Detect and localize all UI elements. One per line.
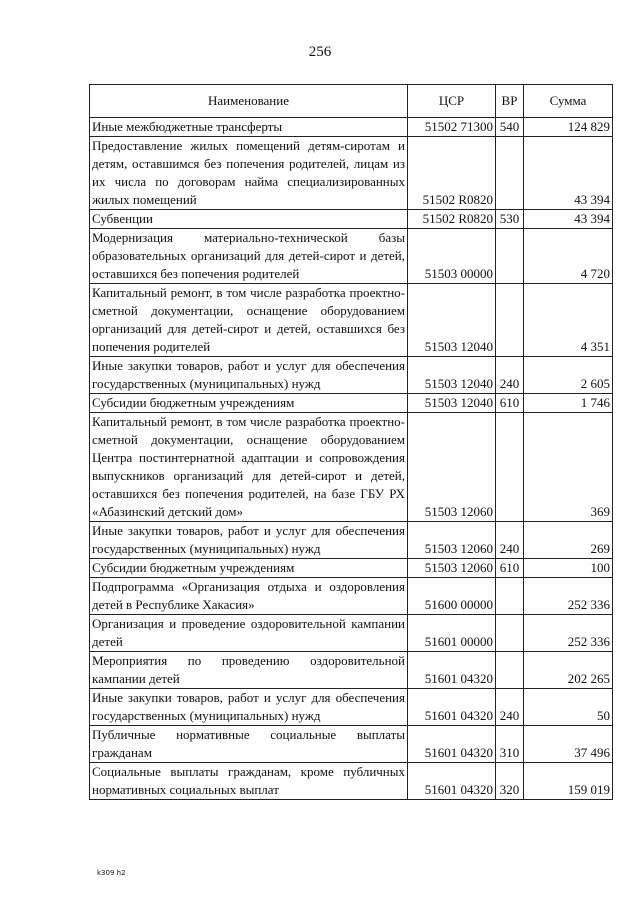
row-csr-cell: 51503 12060 — [408, 522, 496, 559]
row-csr-cell: 51503 12040 — [408, 357, 496, 394]
row-vr-cell — [496, 615, 524, 652]
row-sum-cell: 159 019 — [524, 763, 613, 800]
row-csr-cell: 51502 71300 — [408, 118, 496, 137]
row-vr-cell: 320 — [496, 763, 524, 800]
row-name-cell: Организация и проведение оздоровительной кампании детей — [90, 615, 408, 652]
row-name-cell: Публичные нормативные социальные выплаты гражданам — [90, 726, 408, 763]
row-sum-cell: 4 351 — [524, 284, 613, 357]
row-csr-cell: 51502 R0820 — [408, 137, 496, 210]
page-number: 256 — [308, 44, 332, 60]
row-vr-cell — [496, 229, 524, 284]
row-vr-cell: 610 — [496, 559, 524, 578]
table-row — [90, 615, 613, 652]
budget-table — [89, 84, 613, 800]
row-sum-cell: 269 — [524, 522, 613, 559]
row-sum-cell: 369 — [524, 413, 613, 522]
row-csr-cell: 51601 00000 — [408, 615, 496, 652]
row-sum-cell: 252 336 — [524, 615, 613, 652]
row-csr-cell: 51503 12060 — [408, 559, 496, 578]
row-csr-cell: 51503 00000 — [408, 229, 496, 284]
table-row — [90, 413, 613, 522]
row-sum-cell: 1 746 — [524, 394, 613, 413]
table-row — [90, 726, 613, 763]
table-row — [90, 357, 613, 394]
header-sum: Сумма — [524, 85, 613, 118]
row-name-cell: Социальные выплаты гражданам, кроме публичных нормативных социальных выплат — [90, 763, 408, 800]
header-vr: ВР — [496, 85, 524, 118]
table-row — [90, 118, 613, 137]
table-row — [90, 763, 613, 800]
row-name-cell: Предоставление жилых помещений детям-сиротам и детям, оставшимся без попечения родителей, лицам из их числа по договорам найма специализированных жилых помещений — [90, 137, 408, 210]
row-csr-cell: 51601 04320 — [408, 726, 496, 763]
row-name-cell: Субсидии бюджетным учреждениям — [90, 559, 408, 578]
table-row — [90, 284, 613, 357]
row-csr-cell: 51503 12040 — [408, 284, 496, 357]
row-sum-cell: 124 829 — [524, 118, 613, 137]
row-sum-cell: 43 394 — [524, 137, 613, 210]
row-vr-cell: 530 — [496, 210, 524, 229]
row-sum-cell: 43 394 — [524, 210, 613, 229]
table-row — [90, 137, 613, 210]
row-name-cell: Иные закупки товаров, работ и услуг для обеспечения государственных (муниципальных) нужд — [90, 522, 408, 559]
table-row — [90, 394, 613, 413]
row-csr-cell: 51601 04320 — [408, 689, 496, 726]
row-sum-cell: 4 720 — [524, 229, 613, 284]
row-name-cell: Иные закупки товаров, работ и услуг для обеспечения государственных (муниципальных) нужд — [90, 689, 408, 726]
row-csr-cell: 51502 R0820 — [408, 210, 496, 229]
row-sum-cell: 100 — [524, 559, 613, 578]
footer-code: k309 h2 — [97, 869, 126, 877]
row-sum-cell: 37 496 — [524, 726, 613, 763]
row-name-cell: Иные межбюджетные трансферты — [90, 118, 408, 137]
table-row — [90, 210, 613, 229]
row-name-cell: Капитальный ремонт, в том числе разработка проектно-сметной документации, оснащение оборудованием Центра постинтернатной адаптации и сопровождения выпускников организаций для детей-сирот и детей, оставшихся без попечения родителей, на базе ГБУ РХ «Абазинский детский дом» — [90, 413, 408, 522]
row-sum-cell: 50 — [524, 689, 613, 726]
row-name-cell: Иные закупки товаров, работ и услуг для обеспечения государственных (муниципальных) нужд — [90, 357, 408, 394]
row-name-cell: Подпрограмма «Организация отдыха и оздоровления детей в Республике Хакасия» — [90, 578, 408, 615]
table-header-row — [90, 85, 613, 118]
row-sum-cell: 2 605 — [524, 357, 613, 394]
table-row — [90, 522, 613, 559]
row-csr-cell: 51600 00000 — [408, 578, 496, 615]
row-vr-cell — [496, 652, 524, 689]
row-csr-cell: 51601 04320 — [408, 652, 496, 689]
row-name-cell: Субсидии бюджетным учреждениям — [90, 394, 408, 413]
row-vr-cell: 240 — [496, 357, 524, 394]
row-sum-cell: 252 336 — [524, 578, 613, 615]
row-vr-cell: 240 — [496, 689, 524, 726]
header-csr: ЦСР — [408, 85, 496, 118]
row-vr-cell: 240 — [496, 522, 524, 559]
table-row — [90, 578, 613, 615]
row-vr-cell — [496, 578, 524, 615]
row-csr-cell: 51503 12060 — [408, 413, 496, 522]
row-name-cell: Субвенции — [90, 210, 408, 229]
row-name-cell: Модернизация материально-технической базы образовательных организаций для детей-сирот и детей, оставшихся без попечения родителей — [90, 229, 408, 284]
row-vr-cell: 310 — [496, 726, 524, 763]
row-sum-cell: 202 265 — [524, 652, 613, 689]
row-vr-cell — [496, 413, 524, 522]
row-vr-cell: 610 — [496, 394, 524, 413]
row-name-cell: Капитальный ремонт, в том числе разработка проектно-сметной документации, оснащение оборудованием организаций для детей-сирот и детей, оставшихся без попечения родителей — [90, 284, 408, 357]
row-vr-cell: 540 — [496, 118, 524, 137]
row-vr-cell — [496, 137, 524, 210]
row-csr-cell: 51601 04320 — [408, 763, 496, 800]
table-row — [90, 689, 613, 726]
table-row — [90, 652, 613, 689]
table-body — [90, 118, 613, 800]
row-vr-cell — [496, 284, 524, 357]
table-row — [90, 559, 613, 578]
row-csr-cell: 51503 12040 — [408, 394, 496, 413]
row-name-cell: Мероприятия по проведению оздоровительной кампании детей — [90, 652, 408, 689]
header-name: Наименование — [90, 85, 408, 118]
table-row — [90, 229, 613, 284]
